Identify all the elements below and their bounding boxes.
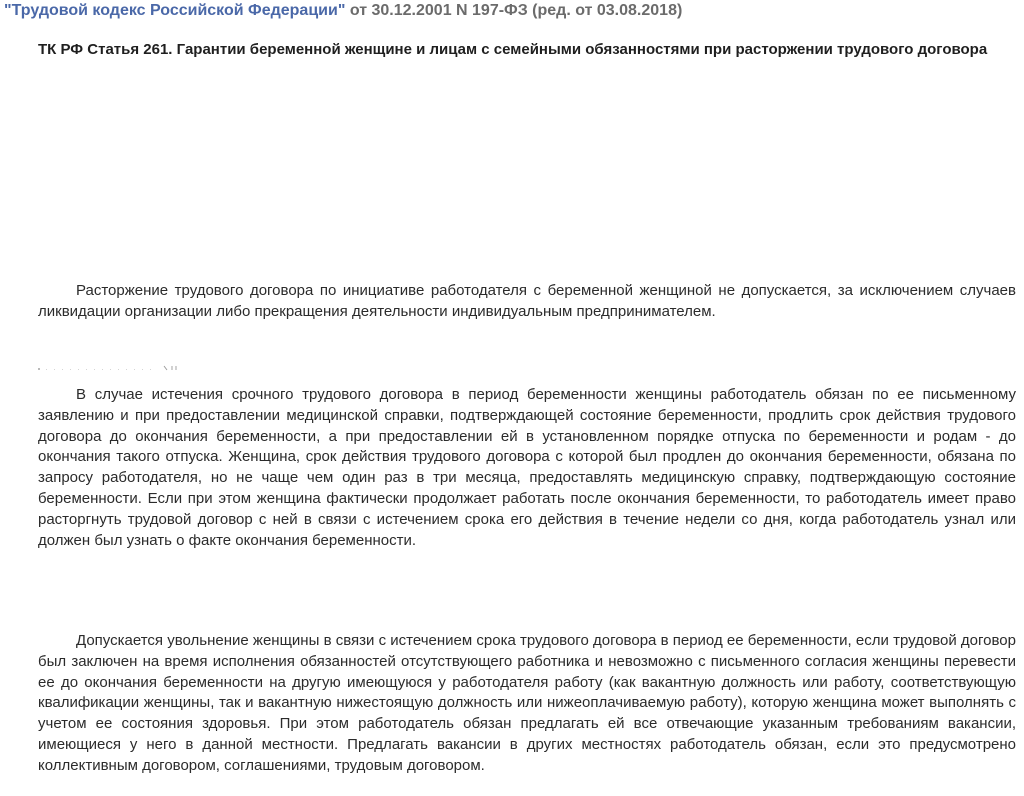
scan-artifact <box>36 365 186 371</box>
article-paragraph: Расторжение трудового договора по инициативе работодателя с беременной женщиной не допускается, за исключением случаев ликвидации организации либо прекращения деятельности индивидуальным предпринимателем. <box>38 282 1016 320</box>
law-title: "Трудовой кодекс Российской Федерации" <box>4 2 346 19</box>
law-details: от 30.12.2001 N 197-ФЗ (ред. от 03.08.2018) <box>345 2 683 19</box>
article-title: ТК РФ Статья 261. Гарантии беременной женщине и лицам с семейными обязанностями при расторжении трудового договора <box>38 41 988 58</box>
document-header <box>4 1 682 21</box>
article-paragraph: В случае истечения срочного трудового договора в период беременности женщины работодатель обязан по ее письменному заявлению и при предоставлении медицинской справки, подтверждающей состояние беременности, продлить срок действия трудового договора до окончания беременности, а при предоставлении ей в установленном порядке отпуска по беременности и родам - до окончания такого отпуска. Женщина, срок действия трудового договора с которой был продлен до окончания беременности, обязана по запросу работодателя, но не чаще чем один раз в три месяца, предоставлять медицинскую справку, подтверждающую состояние беременности. Если при этом женщина фактически продолжает работать после окончания беременности, то работодатель имеет право расторгнуть трудовой договор с ней в связи с истечением срока его действия в течение недели со дня, когда работодатель узнал или должен был узнать о факте окончания беременности. <box>38 386 1016 549</box>
article-paragraph: Допускается увольнение женщины в связи с истечением срока трудового договора в период ее беременности, если трудовой договор был заключен на время исполнения обязанностей отсутствующего работника и невозможно с письменного согласия женщины перевести ее до окончания беременности на другую имеющуюся у работодателя работу (как вакантную должность или работу, соответствующую квалификации женщины, так и вакантную нижестоящую должность или нижеоплачиваемую работу), которую женщина может выполнять с учетом ее состояния здоровья. При этом работодатель обязан предлагать ей все отвечающие указанным требованиям вакансии, имеющиеся у него в данной местности. Предлагать вакансии в других местностях работодатель обязан, если это предусмотрено коллективным договором, соглашениями, трудовым договором. <box>38 632 1016 774</box>
